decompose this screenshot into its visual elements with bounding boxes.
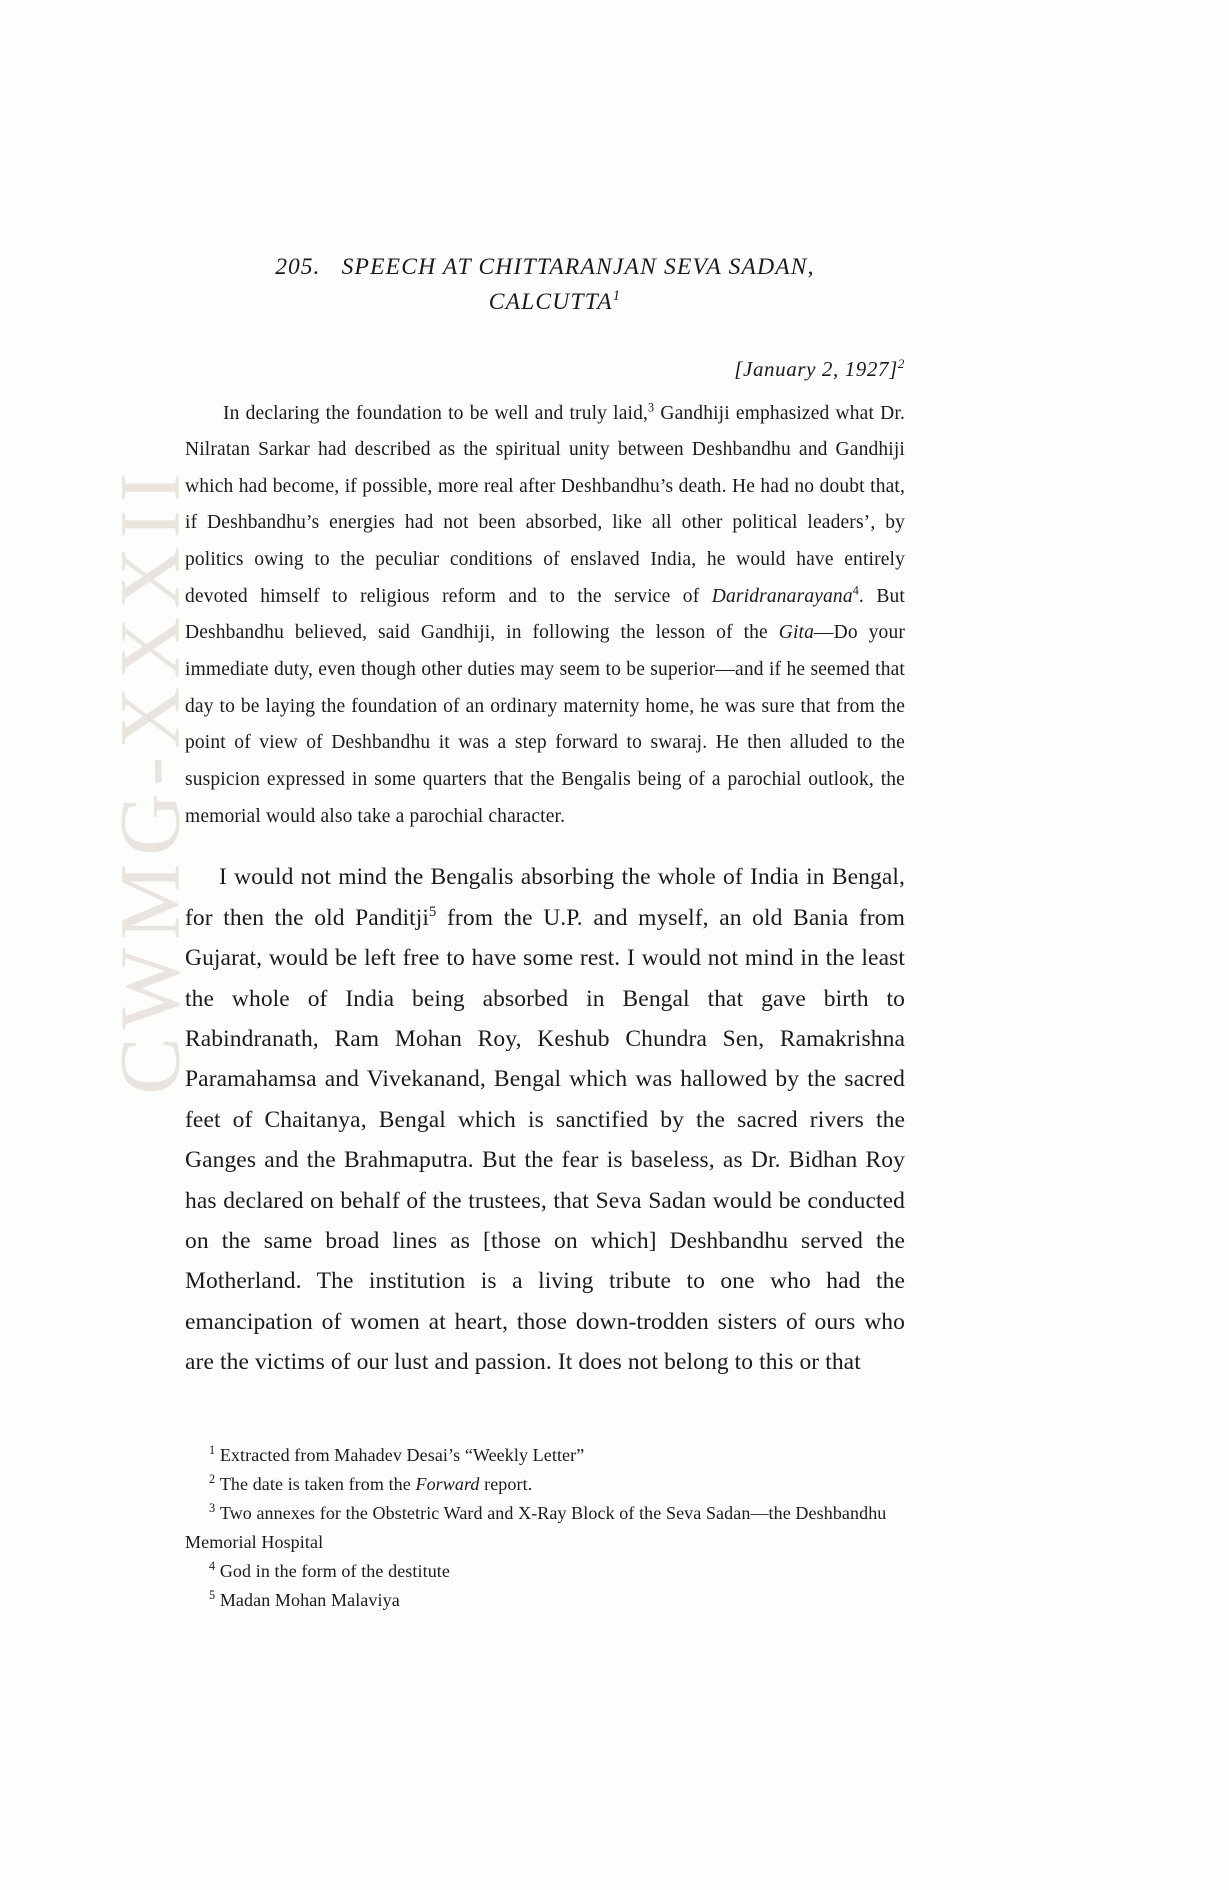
para2-footnote-5: 5 xyxy=(429,903,437,920)
footnotes-section xyxy=(185,1441,905,1616)
dateline-date: January 2, 1927 xyxy=(743,356,890,381)
footnote-marker: 5 xyxy=(209,1588,216,1603)
para2-seg2: from the U.P. and myself, an old Bania from Gujarat, would be left free to have some rest. I would not mind in the least the whole of India being absorbed in Bengal that gave birth to Rabindranath, Ram Mohan Roy, Keshub Chundra Sen, Ramakrishna Paramahamsa and Vivekanand, Bengal which was hallowed by the sacred feet of Chaitanya, Bengal which is sanctified by the sacred rivers the Ganges and the Brahmaputra. But the fear is baseless, as Dr. Bidhan Roy has declared on behalf of the trustees, that Seva Sadan would be conducted on the same broad lines as [those on which] Deshbandhu served the Motherland. The institution is a living tribute to one who had the emancipation of women at heart, those down-trodden sisters of ours who are the victims of our lust and passion. It does not belong to this or that xyxy=(185,904,905,1376)
footnote-text: Madan Mohan Malaviya xyxy=(219,1590,400,1611)
footnote-marker: 1 xyxy=(209,1442,216,1457)
para2-seg1: I would not mind the Bengalis absorbing the whole of India in Bengal, for then the old Panditji xyxy=(185,864,905,931)
footnote-italic-forward: Forward xyxy=(415,1473,480,1494)
para1-footnote-3: 3 xyxy=(648,400,655,414)
footnote-marker: 3 xyxy=(209,1500,216,1515)
watermark-text: CWMG-XXXII xyxy=(102,465,198,1095)
footnote-text: God in the form of the destitute xyxy=(219,1561,450,1582)
title-footnote-marker: 1 xyxy=(612,288,622,305)
footnote-text-post: report. xyxy=(479,1473,533,1494)
dateline-close: ] xyxy=(889,356,898,381)
title-line-2: CALCUTTA xyxy=(488,289,613,316)
footnote-1 xyxy=(185,1441,905,1470)
footnote-text: Two annexes for the Obstetric Ward and X-Ray Block of the Seva Sadan—the Deshbandhu Memorial Hospital xyxy=(185,1502,887,1553)
para1-footnote-4: 4 xyxy=(852,583,859,598)
page-title xyxy=(185,250,905,321)
footnote-text: Extracted from Mahadev Desai’s “Weekly Letter” xyxy=(219,1444,585,1465)
footnote-2 xyxy=(185,1470,905,1499)
dateline-footnote-marker: 2 xyxy=(897,355,905,371)
dateline xyxy=(185,357,905,382)
footnote-text-pre: The date is taken from the xyxy=(219,1473,416,1494)
footnote-3 xyxy=(185,1499,905,1557)
title-line-2-wrap xyxy=(205,285,905,320)
section-number: 205. xyxy=(275,254,321,280)
para1-seg2: Gandhiji emphasized what Dr. Nilratan Sarkar had described as the spiritual unity between Deshbandhu and Gandhiji which had become, if possible, more real after Deshbandhu’s death. He had no doubt that, if Deshbandhu’s energies had not been absorbed, like all other political leaders’, by politics owing to the peculiar conditions of enslaved India, he would have entirely devoted himself to religious reform and to the service of xyxy=(185,402,905,607)
page-content xyxy=(185,0,905,1616)
dateline-open: [ xyxy=(734,356,744,381)
para1-italic-daridranarayana: Daridranarayana xyxy=(711,585,853,607)
para1-italic-gita: Gita xyxy=(778,622,815,644)
paragraph-speech xyxy=(185,857,905,1382)
footnote-marker: 2 xyxy=(209,1471,216,1486)
footnote-marker: 4 xyxy=(209,1559,216,1574)
footnote-5 xyxy=(185,1586,905,1615)
title-line-1: SPEECH AT CHITTARANJAN SEVA SADAN, xyxy=(341,254,815,280)
para1-seg4: —Do your immediate duty, even though other duties may seem to be superior—and if he seemed that day to be laying the foundation of an ordinary maternity home, he was sure that from the point of view of Deshbandhu it was a step forward to swaraj. He then alluded to the suspicion expressed in some quarters that the Bengalis being of a parochial outlook, the memorial would also take a parochial character. xyxy=(185,622,906,827)
paragraph-intro xyxy=(185,396,905,836)
para1-seg1: In declaring the foundation to be well and truly laid, xyxy=(223,402,649,424)
footnote-4 xyxy=(185,1557,905,1586)
para1-seg3: . But Deshbandhu believed, said Gandhiji, in following the lesson of the xyxy=(185,585,906,644)
